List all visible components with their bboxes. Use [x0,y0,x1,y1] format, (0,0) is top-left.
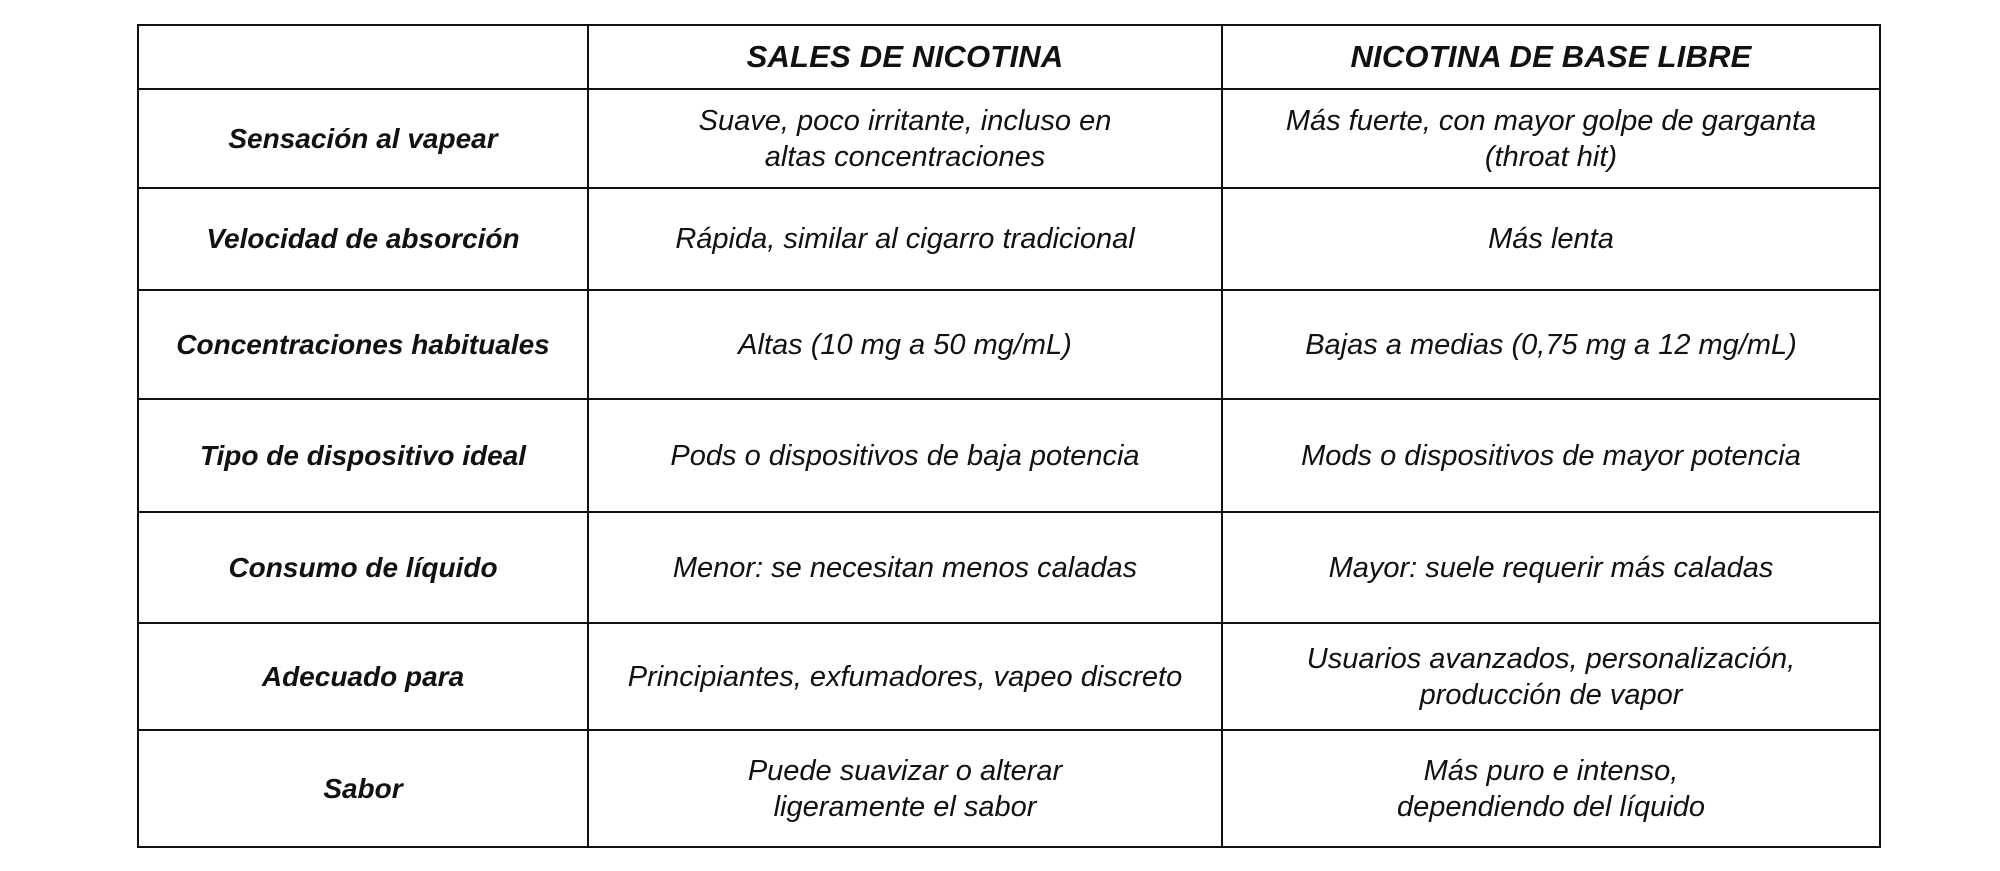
libre-cell: Más fuerte, con mayor golpe de garganta (throat hit) [1222,89,1880,188]
libre-cell: Mayor: suele requerir más caladas [1222,512,1880,623]
libre-cell: Más puro e intenso, dependiendo del líquido [1222,730,1880,847]
row-label: Sabor [138,730,588,847]
comparison-table [137,24,1881,848]
table-row [138,730,1880,847]
table-row [138,290,1880,399]
libre-cell: Usuarios avanzados, personalización, producción de vapor [1222,623,1880,730]
row-label: Sensación al vapear [138,89,588,188]
libre-cell: Bajas a medias (0,75 mg a 12 mg/mL) [1222,290,1880,399]
sales-cell: Altas (10 mg a 50 mg/mL) [588,290,1222,399]
sales-cell: Rápida, similar al cigarro tradicional [588,188,1222,290]
table-row [138,623,1880,730]
table-row [138,399,1880,512]
row-label: Concentraciones habituales [138,290,588,399]
sales-cell: Principiantes, exfumadores, vapeo discreto [588,623,1222,730]
header-empty-cell [138,25,588,89]
table-row [138,188,1880,290]
row-label: Tipo de dispositivo ideal [138,399,588,512]
table-header-row [138,25,1880,89]
table-row [138,512,1880,623]
table-row [138,89,1880,188]
row-label: Consumo de líquido [138,512,588,623]
sales-cell: Pods o dispositivos de baja potencia [588,399,1222,512]
row-label: Adecuado para [138,623,588,730]
header-sales-de-nicotina: SALES DE NICOTINA [588,25,1222,89]
sales-cell: Menor: se necesitan menos caladas [588,512,1222,623]
header-nicotina-base-libre: NICOTINA DE BASE LIBRE [1222,25,1880,89]
row-label: Velocidad de absorción [138,188,588,290]
libre-cell: Más lenta [1222,188,1880,290]
sales-cell: Puede suavizar o alterar ligeramente el sabor [588,730,1222,847]
sales-cell: Suave, poco irritante, incluso en altas concentraciones [588,89,1222,188]
libre-cell: Mods o dispositivos de mayor potencia [1222,399,1880,512]
